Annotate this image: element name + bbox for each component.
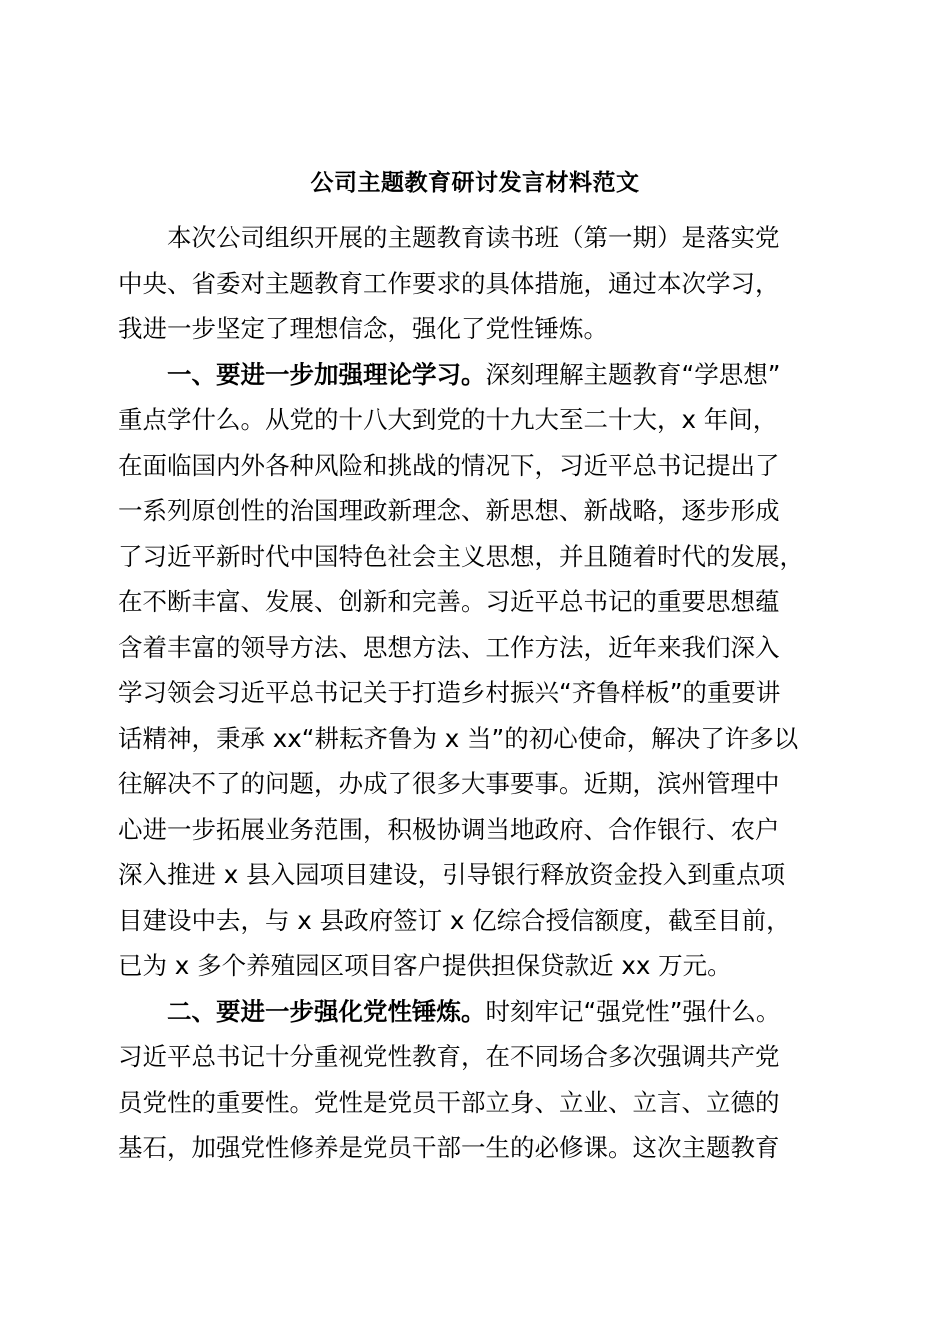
- section1-line: 含着丰富的领导方法、思想方法、工作方法，近年来我们深入: [118, 633, 780, 662]
- section2-first-line-text: 时刻牢记“强党性”强什么。: [485, 997, 781, 1026]
- section1-heading: 一、要进一步加强理论学习。: [167, 360, 486, 389]
- section2-line: 习近平总书记十分重视党性教育，在不同场合多次强调共产党: [118, 1042, 780, 1071]
- section1-line: 心进一步拓展业务范围，积极协调当地政府、合作银行、农户: [118, 815, 780, 844]
- section2-line: 员党性的重要性。党性是党员干部立身、立业、立言、立德的: [118, 1088, 780, 1117]
- document-title: 公司主题教育研讨发言材料范文: [310, 170, 640, 196]
- section1-line: 学习领会习近平总书记关于打造乡村振兴“齐鲁样板”的重要讲: [118, 678, 781, 707]
- section1-line: 了习近平新时代中国特色社会主义思想，并且随着时代的发展，: [118, 542, 804, 571]
- section1-line: 目建设中去，与 x 县政府签订 x 亿综合授信额度，截至目前，: [118, 906, 791, 935]
- section1-line: 话精神，秉承 xx“耕耘齐鲁为 x 当”的初心使命，解决了许多以: [118, 724, 799, 753]
- section1-first-line-text: 深刻理解主题教育“学思想”: [485, 360, 781, 389]
- section1-line: 深入推进 x 县入园项目建设，引导银行释放资金投入到重点项: [118, 860, 786, 889]
- section1-line: 在不断丰富、发展、创新和完善。习近平总书记的重要思想蕴: [118, 587, 780, 616]
- section1-line: 已为 x 多个养殖园区项目客户提供担保贷款近 xx 万元。: [118, 951, 732, 980]
- section2-line: 基石，加强党性修养是党员干部一生的必修课。这次主题教育: [118, 1133, 780, 1162]
- section2-first-line: [167, 989, 847, 1035]
- intro-line-1: 本次公司组织开展的主题教育读书班（第一期）是落实党: [167, 223, 780, 252]
- section1-line: 重点学什么。从党的十八大到党的十九大至二十大，x 年间，: [118, 405, 778, 434]
- intro-line-3: 我进一步坚定了理想信念，强化了党性锤炼。: [118, 314, 608, 343]
- section2-heading: 二、要进一步强化党性锤炼。: [167, 997, 486, 1026]
- section1-line: 在面临国内外各种风险和挑战的情况下，习近平总书记提出了: [118, 451, 780, 480]
- intro-line-2: 中央、省委对主题教育工作要求的具体措施，通过本次学习，: [118, 269, 780, 298]
- section1-line: 往解决不了的问题，办成了很多大事要事。近期，滨州管理中: [118, 769, 780, 798]
- section1-line: 一系列原创性的治国理政新理念、新思想、新战略，逐步形成: [118, 496, 780, 525]
- section1-first-line: [167, 352, 847, 398]
